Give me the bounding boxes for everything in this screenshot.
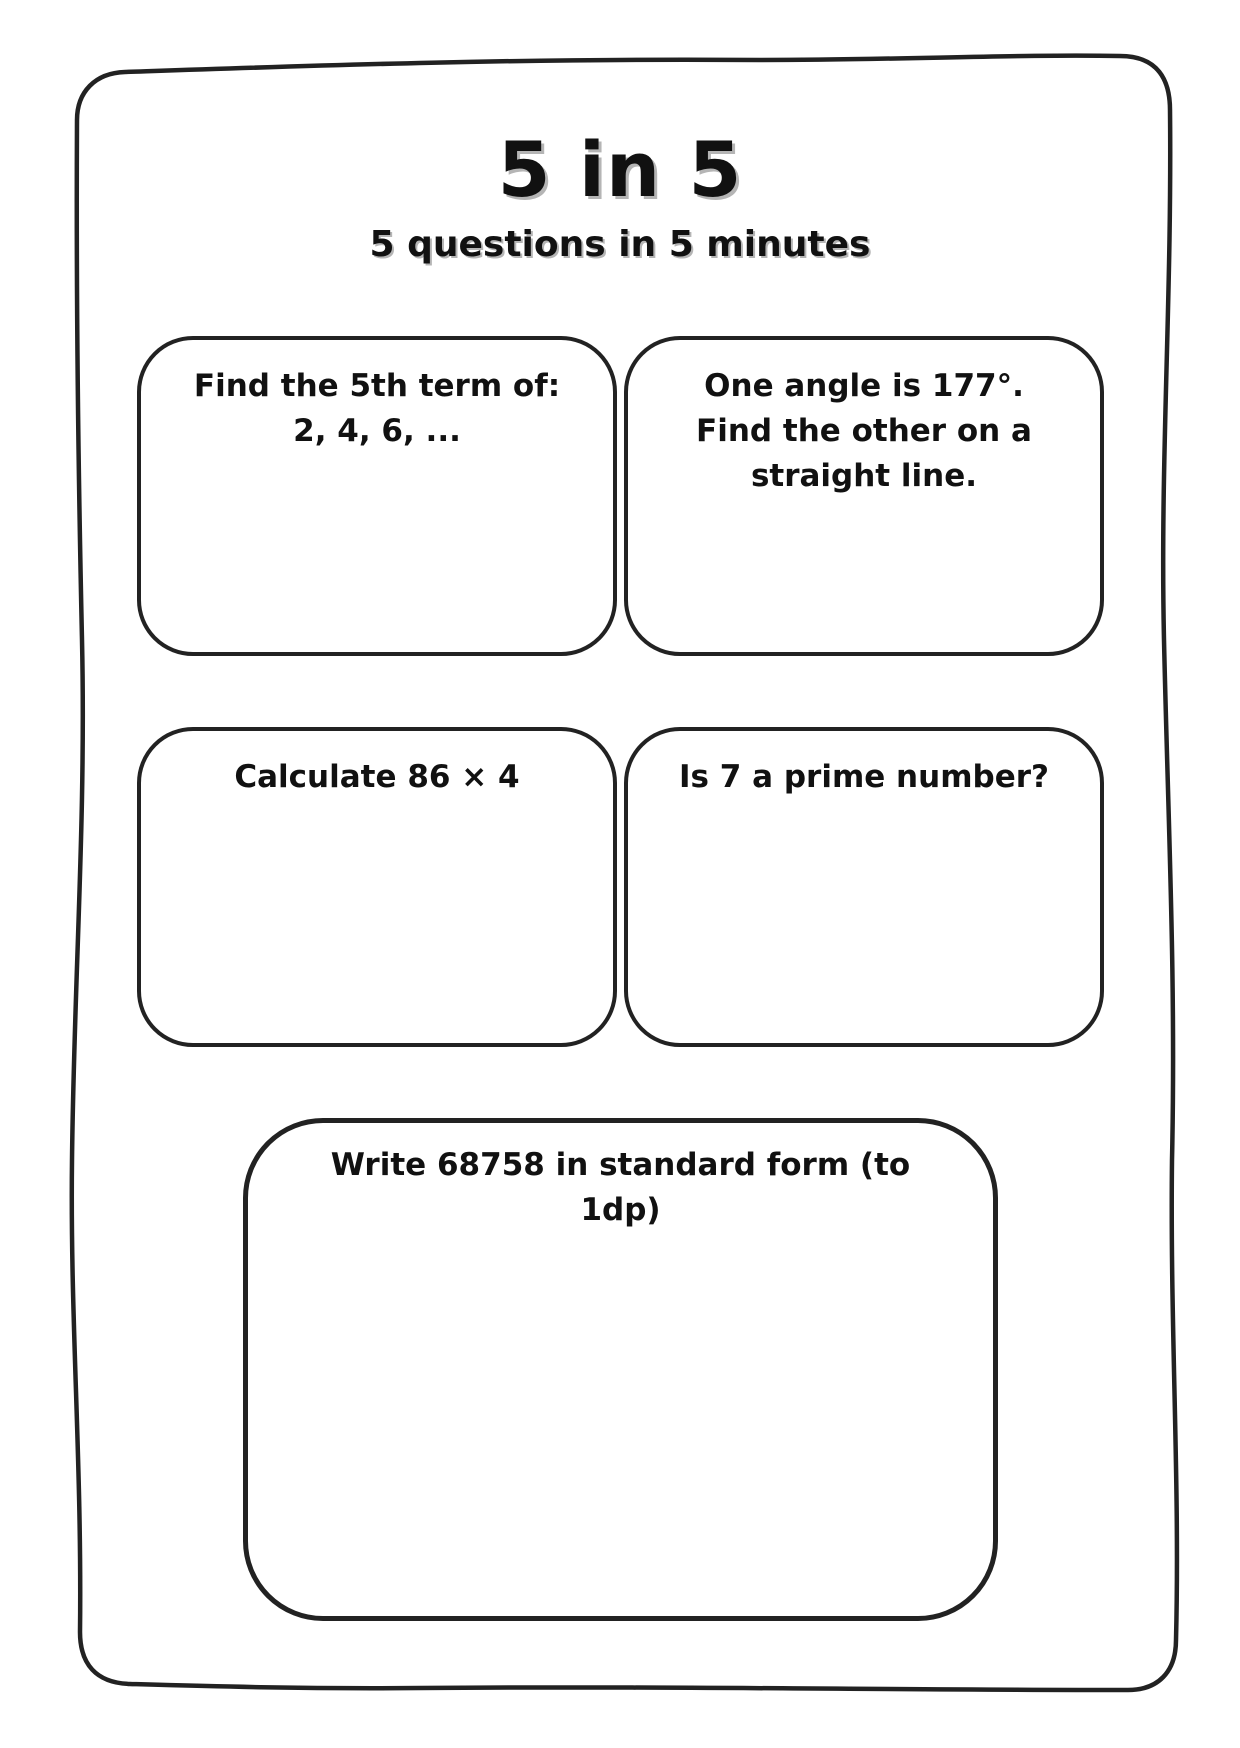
question-text-2: One angle is 177°. Find the other on a straight line. (696, 368, 1032, 494)
question-text-4: Is 7 a prime number? (678, 759, 1049, 795)
question-box-3[interactable] (137, 727, 617, 1047)
question-text-3: Calculate 86 × 4 (234, 759, 520, 795)
worksheet-subtitle: 5 questions in 5 minutes (369, 224, 871, 265)
question-box-2[interactable] (624, 336, 1104, 656)
worksheet-title: 5 in 5 (497, 125, 743, 214)
question-box-1[interactable] (137, 336, 617, 656)
question-text-1: Find the 5th term of: 2, 4, 6, ... (193, 368, 561, 449)
question-box-5[interactable] (243, 1118, 998, 1621)
question-box-4[interactable] (624, 727, 1104, 1047)
question-text-5: Write 68758 in standard form (to 1dp) (330, 1147, 911, 1228)
